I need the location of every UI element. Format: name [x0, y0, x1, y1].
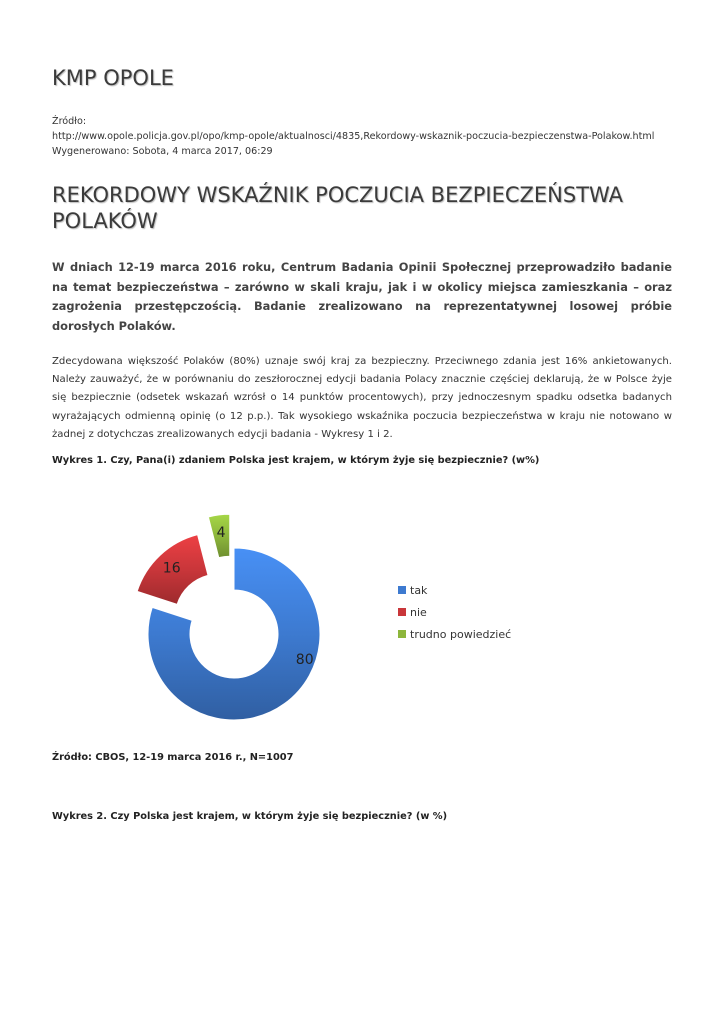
article-lead: W dniach 12-19 marca 2016 roku, Centrum Badania Opinii Społecznej przeprowadziło badanie na temat bezpieczeństwa – zarówno w skali kraju, jak i w okolicy miejsca zamieszkania – oraz zagrożenia przestępczością. Badanie zrealizowano na reprezentatywnej losowej próbie dorosłych Polaków.	[52, 260, 672, 333]
source-url[interactable]: http://www.opole.policja.gov.pl/opo/kmp-opole/aktualnosci/4835,Rekordowy-wskaznik-poczucia-bezpieczenstwa-Polakow.html	[52, 131, 655, 142]
legend-label-nie: nie	[410, 606, 427, 619]
site-title: KMP OPOLE	[52, 66, 174, 90]
legend-label-tak: tak	[410, 584, 428, 597]
source-meta	[52, 114, 674, 159]
generated-date: Wygenerowano: Sobota, 4 marca 2017, 06:29	[52, 146, 273, 157]
source-label: Źródło:	[52, 116, 87, 127]
data-label-nie: 16	[162, 560, 181, 577]
legend-swatch-trudno-powiedzieć	[398, 630, 406, 638]
article-title: REKORDOWY WSKAŹNIK POCZUCIA BEZPIECZEŃSTWA POLAKÓW	[52, 183, 624, 233]
legend-swatch-nie	[398, 608, 406, 616]
legend-label-trudno-powiedzieć: trudno powiedzieć	[410, 628, 512, 641]
data-label-trudno-powiedzieć: 4	[216, 524, 226, 541]
chart1-source: Źródło: CBOS, 12-19 marca 2016 r., N=1007	[52, 752, 294, 763]
article-body: Zdecydowana większość Polaków (80%) uznaje swój kraj za bezpieczny. Przeciwnego zdania jest 16% ankietowanych. Należy zauważyć, że w porównaniu do zeszłorocznej edycji badania Polacy znacznie częściej deklarują, że w Polsce żyje się bezpiecznie (odsetek wskazań wzrósł o 14 punktów procentowych), przy jednoczesnym spadku odsetka badanych wyrażających odmienną opinię (o 12 p.p.). Tak wysokiego wskaźnika poczucia bezpieczeństwa w kraju nie notowano w żadnej z dotychczas zrealizowanych edycji badania - Wykresy 1 i 2.	[52, 356, 672, 440]
legend-swatch-tak	[398, 586, 406, 594]
chart1-donut	[52, 480, 612, 780]
data-label-tak: 80	[295, 651, 314, 668]
chart1-title: Wykres 1. Czy, Pana(i) zdaniem Polska jest krajem, w którym żyje się bezpiecznie? (w%)	[52, 455, 540, 466]
chart2-title: Wykres 2. Czy Polska jest krajem, w którym żyje się bezpiecznie? (w %)	[52, 811, 448, 822]
